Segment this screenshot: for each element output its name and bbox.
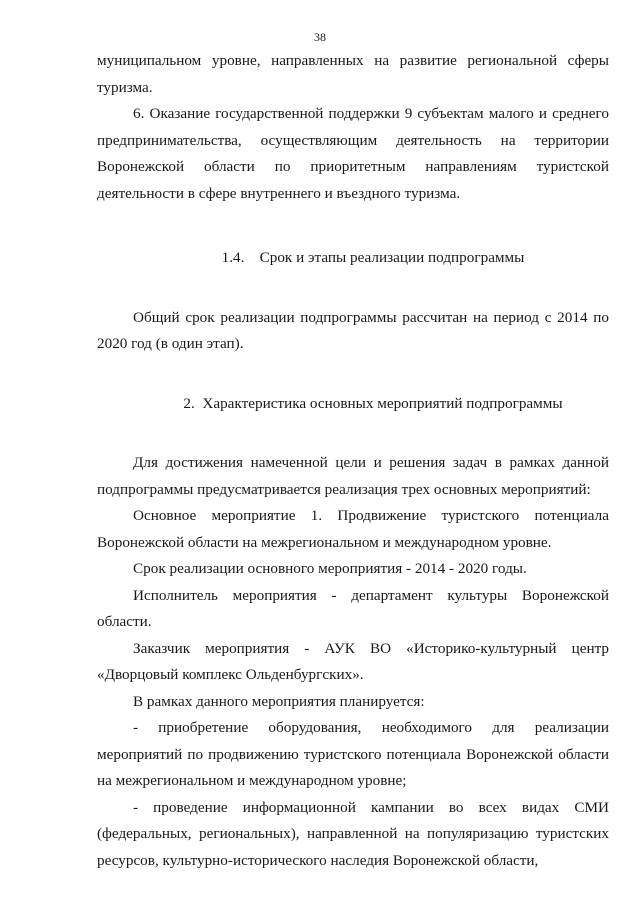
section-2-paragraph: Для достижения намеченной цели и решения задач в рамках данной подпрограммы предусматривается реализация трех основных мероприятий: [97, 454, 609, 498]
paragraph-item-6: 6. Оказание государственной поддержки 9 субъектам малого и среднего предпринимательства, осуществляющим деятельность на территории Воронежской области по приоритетным направлениям туристской деятельности в сфере внутреннего и въездного туризма. [97, 105, 609, 202]
paragraph-continuation: муниципальном уровне, направленных на развитие региональной сферы туризма. [97, 52, 609, 96]
page-number: 38 [314, 30, 326, 44]
section-2-list-item: - приобретение оборудования, необходимого для реализации мероприятий по продвижению туристского потенциала Воронежской области на межрегиональном и международном уровне; [97, 719, 609, 789]
section-2-heading: 2. Характеристика основных мероприятий подпрограммы [183, 394, 563, 412]
section-2-paragraph: Исполнитель мероприятия - департамент культуры Воронежской области. [97, 586, 609, 630]
section-2-list-item: - проведение информационной кампании во всех видах СМИ (федеральных, региональных), направленной на популяризацию туристских ресурсов, культурно-исторического наследия Воронежской области, [97, 798, 609, 869]
section-1-4-heading: 1.4. Срок и этапы реализации подпрограммы [221, 249, 525, 266]
section-2-paragraph: Основное мероприятие 1. Продвижение туристского потенциала Воронежской области на межрегиональном и международном уровне. [97, 507, 609, 551]
section-2-paragraph: В рамках данного мероприятия планируется: [133, 692, 425, 710]
section-2-paragraph: Заказчик мероприятия - АУК ВО «Историко-культурный центр «Дворцовый комплекс Ольденбургских». [97, 639, 609, 683]
page-content [97, 48, 609, 874]
section-2-paragraph: Срок реализации основного мероприятия - 2014 - 2020 годы. [133, 560, 527, 577]
section-1-4-text: Общий срок реализации подпрограммы рассчитан на период с 2014 по 2020 год (в один этап). [97, 308, 609, 352]
